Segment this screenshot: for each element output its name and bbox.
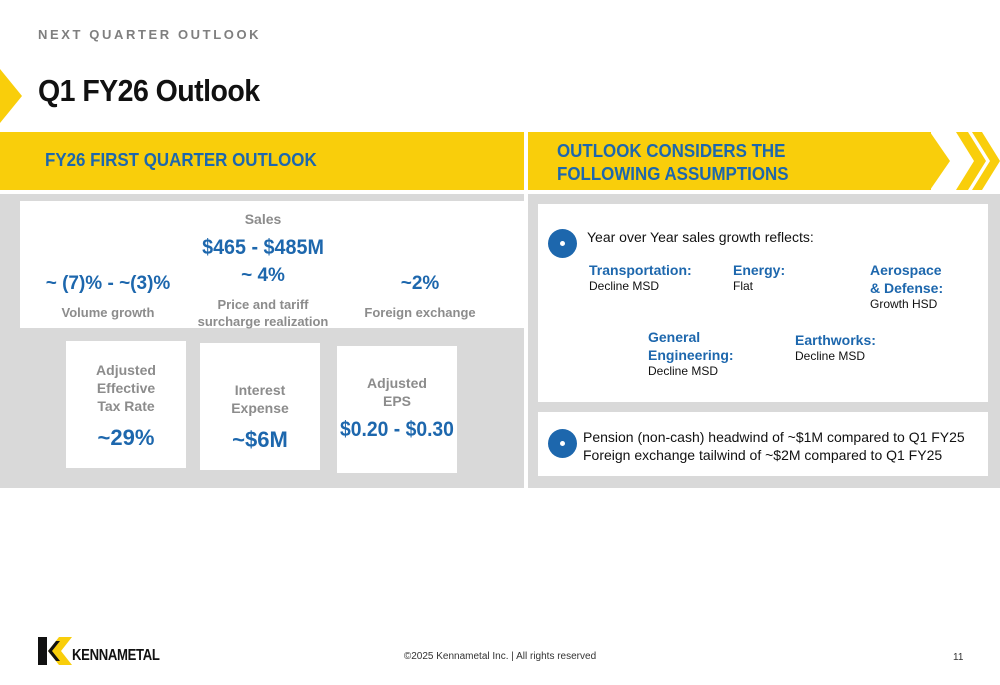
tax-label-line2: Effective — [96, 380, 156, 396]
segment-desc: Decline MSD — [795, 349, 866, 363]
segment-earthworks — [795, 331, 876, 364]
eps-label — [337, 374, 457, 410]
sales-growth-intro: Year over Year sales growth reflects: — [587, 229, 814, 245]
section-eyebrow: NEXT QUARTER OUTLOOK — [38, 27, 262, 42]
segment-title-line2: & Defense: — [870, 280, 944, 296]
fx-value: ~2% — [400, 273, 440, 294]
bullet-dot-icon — [548, 429, 577, 458]
segment-desc: Decline MSD — [589, 279, 660, 293]
outlook-band-title: FY26 FIRST QUARTER OUTLOOK — [45, 150, 317, 170]
interest-expense-value: ~$6M — [232, 427, 288, 452]
segment-desc: Flat — [733, 279, 754, 293]
interest-label-line2: Expense — [231, 400, 289, 416]
assumptions-title-line1: OUTLOOK CONSIDERS THE — [557, 141, 786, 161]
segment-general-engineering — [648, 328, 734, 379]
segment-title-line1: Aerospace — [870, 262, 942, 278]
segment-desc: Decline MSD — [648, 364, 719, 378]
fx-tailwind-line: Foreign exchange tailwind of ~$2M compared to Q1 FY25 — [583, 447, 943, 463]
segment-title-line2: Engineering: — [648, 347, 734, 363]
volume-value: ~ (7)% - ~(3)% — [45, 273, 171, 294]
segment-title: Energy: — [733, 262, 786, 278]
tax-rate-value: ~29% — [97, 425, 155, 450]
eps-label-line1: Adjusted — [367, 375, 427, 391]
page-title: Q1 FY26 Outlook — [38, 73, 260, 108]
eps-value: $0.20 - $0.30 — [340, 418, 454, 441]
pension-line: Pension (non-cash) headwind of ~$1M compared to Q1 FY25 — [583, 429, 965, 445]
page-number: 11 — [953, 652, 964, 663]
price-value: ~ 4% — [241, 265, 285, 286]
pension-fx-text — [583, 428, 965, 464]
segment-title-line1: General — [648, 329, 701, 345]
segment-title: Transportation: — [589, 262, 692, 278]
assumptions-band-tip — [930, 132, 950, 190]
segment-title: Earthworks: — [795, 332, 876, 348]
volume-label: Volume growth — [61, 305, 155, 320]
tax-rate-label — [66, 361, 186, 415]
segment-transportation — [589, 261, 692, 294]
price-label-line1: Price and tariff — [217, 297, 309, 312]
price-label-line2: surcharge realization — [197, 314, 329, 329]
eps-label-line2: EPS — [382, 393, 411, 409]
eps-card — [337, 346, 457, 473]
segment-aerospace-defense — [870, 261, 943, 312]
sales-value: $465 - $485M — [202, 236, 324, 259]
segment-energy — [733, 261, 785, 294]
fx-label: Foreign exchange — [364, 305, 476, 320]
assumptions-band-title — [557, 140, 789, 186]
bullet-dot-icon — [548, 229, 577, 258]
tax-label-line1: Adjusted — [96, 362, 156, 378]
title-marker-icon — [0, 69, 22, 123]
assumptions-title-line2: FOLLOWING ASSUMPTIONS — [557, 164, 789, 184]
interest-expense-label — [200, 381, 320, 417]
kennametal-logo-text: KENNAMETAL — [72, 647, 160, 664]
sales-label: Sales — [244, 211, 282, 227]
copyright-text: ©2025 Kennametal Inc. | All rights reserved — [403, 651, 597, 662]
double-chevron-icon — [950, 132, 1000, 190]
interest-label-line1: Interest — [234, 382, 286, 398]
interest-expense-card — [200, 343, 320, 470]
price-label — [183, 296, 343, 330]
tax-label-line3: Tax Rate — [97, 398, 155, 414]
segment-desc: Growth HSD — [870, 297, 938, 311]
tax-rate-card — [66, 341, 186, 468]
